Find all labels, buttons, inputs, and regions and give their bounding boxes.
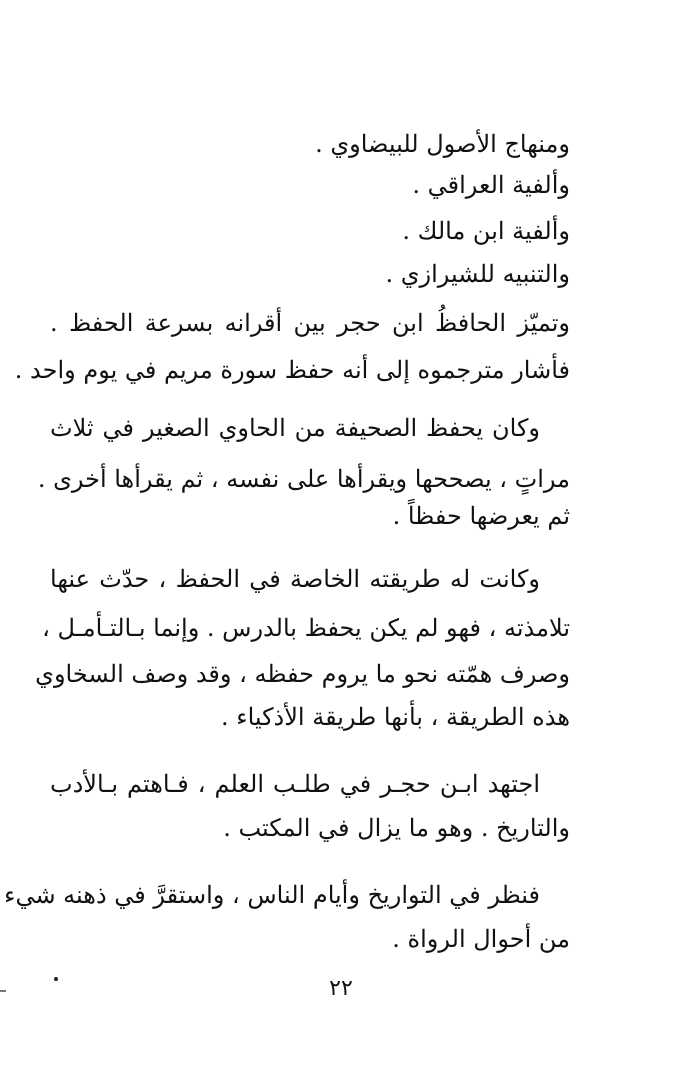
text-line-10: وكانت له طريقته الخاصة في الحفظ ، حدّث عنها — [50, 565, 540, 593]
scan-speck — [54, 977, 58, 981]
text-line-2: وألفية العراقي . — [412, 171, 570, 199]
text-line-11: تلامذته ، فهو لم يكن يحفظ بالدرس . وإنما بـالتـأمـل ، — [42, 614, 570, 642]
text-line-7: وكان يحفظ الصحيفة من الحاوي الصغير في ثلاث — [50, 414, 540, 442]
text-line-8: مراتٍ ، يصححها ويقرأها على نفسه ، ثم يقرأها أخرى . — [37, 465, 570, 493]
text-line-12: وصرف همّته نحو ما يروم حفظه ، وقد وصف السخاوي — [35, 660, 570, 688]
text-line-15: والتاريخ . وهو ما يزال في المكتب . — [223, 814, 570, 842]
text-line-13: هذه الطريقة ، بأنها طريقة الأذكياء . — [221, 703, 570, 731]
text-line-6: فأشار مترجموه إلى أنه حفظ سورة مريم في يوم واحد . — [14, 356, 570, 384]
scan-edge-mark — [0, 990, 6, 992]
text-line-14: اجتهد ابـن حجـر في طلـب العلم ، فـاهتم بـالأدب — [50, 770, 540, 798]
text-line-4: والتنبيه للشيرازي . — [385, 260, 570, 288]
text-line-16: فنظر في التواريخ وأيام الناس ، واستقرَّ في ذهنه شيء — [4, 881, 540, 909]
text-line-5: وتميّز الحافظُ ابن حجر بين أقرانه بسرعة الحفظ . — [50, 309, 570, 337]
text-line-1: ومنهاج الأصول للبيضاوي . — [315, 130, 570, 158]
text-line-17: من أحوال الرواة . — [392, 925, 570, 953]
page-number: ٢٢ — [329, 976, 353, 1001]
text-line-3: وألفية ابن مالك . — [402, 217, 570, 245]
text-line-9: ثم يعرضها حفظاً . — [392, 502, 570, 530]
